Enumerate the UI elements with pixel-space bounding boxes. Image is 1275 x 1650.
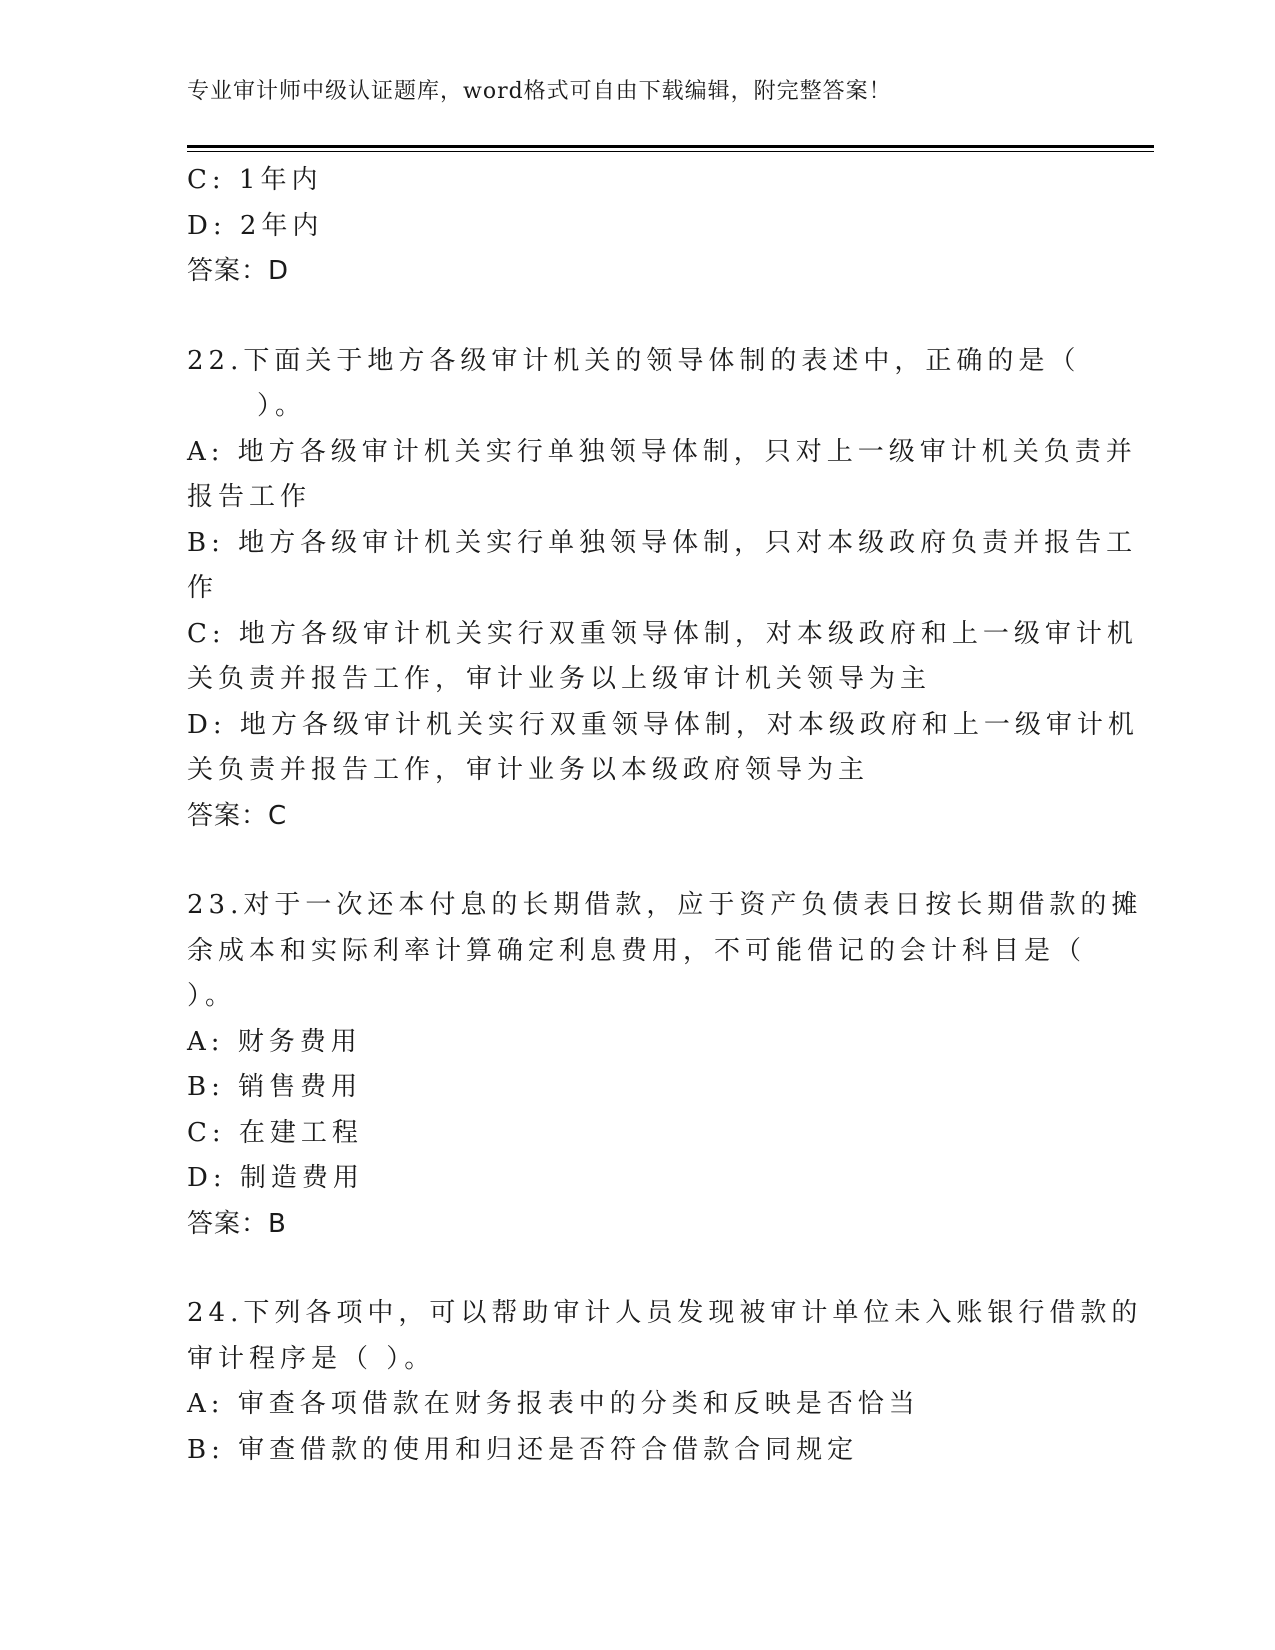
q22-option-a-line1: A: 地方各级审计机关实行单独领导体制，只对上一级审计机关负责并 [187, 436, 1137, 467]
q23-option-c: C: 在建工程 [187, 1117, 363, 1148]
q22-answer: 答案：C [187, 800, 288, 831]
q23-stem-line1: 23.对于一次还本付息的长期借款，应于资产负债表日按长期借款的摊 [187, 890, 1143, 920]
q22-option-d-line2: 关负责并报告工作，审计业务以本级政府领导为主 [187, 755, 870, 785]
spacer [187, 295, 1087, 339]
q24-option-b: B: 审查借款的使用和归还是否符合借款合同规定 [187, 1434, 859, 1465]
q24-stem-line2: 审计程序是（ ）。 [187, 1343, 436, 1374]
q23-option-a: A: 财务费用 [187, 1026, 362, 1057]
q22-option-b-line1: B: 地方各级审计机关实行单独领导体制，只对本级政府负责并报告工 [187, 527, 1138, 558]
q22-stem-line2: ）。 [257, 391, 307, 421]
header-rule-thick [187, 145, 1154, 148]
q22-option-d-line1: D: 地方各级审计机关实行双重领导体制，对本级政府和上一级审计机 [187, 709, 1139, 740]
q24-stem-line1: 24.下列各项中，可以帮助审计人员发现被审计单位未入账银行借款的 [187, 1298, 1143, 1328]
q23-answer: 答案：B [187, 1208, 287, 1239]
prev-option-d: D: 2年内 [187, 210, 324, 241]
q22-option-a-line2: 报告工作 [187, 482, 312, 512]
spacer [187, 1247, 1087, 1291]
q23-stem-line3: ）。 [187, 981, 237, 1011]
q23-option-d: D: 制造费用 [187, 1163, 364, 1193]
q24-option-a: A: 审查各项借款在财务报表中的分类和反映是否恰当 [187, 1389, 920, 1419]
q22-option-c-line1: C: 地方各级审计机关实行双重领导体制，对本级政府和上一级审计机 [187, 618, 1138, 649]
prev-option-c: C: 1年内 [187, 165, 323, 195]
q22-option-b-line2: 作 [187, 573, 219, 603]
q22-stem-line1: 22.下面关于地方各级审计机关的领导体制的表述中，正确的是（ [187, 345, 1081, 376]
q23-option-b: B: 销售费用 [187, 1072, 363, 1102]
question-content [187, 158, 1143, 1473]
q23-stem-line2: 余成本和实际利率计算确定利息费用，不可能借记的会计科目是（ [187, 935, 1087, 966]
q22-option-c-line2: 关负责并报告工作，审计业务以上级审计机关领导为主 [187, 664, 932, 694]
page-header: 专业审计师中级认证题库，word格式可自由下载编辑，附完整答案！ [187, 79, 892, 104]
header-rule-thin [187, 151, 1154, 152]
spacer [187, 839, 1087, 883]
prev-answer: 答案：D [187, 256, 290, 286]
